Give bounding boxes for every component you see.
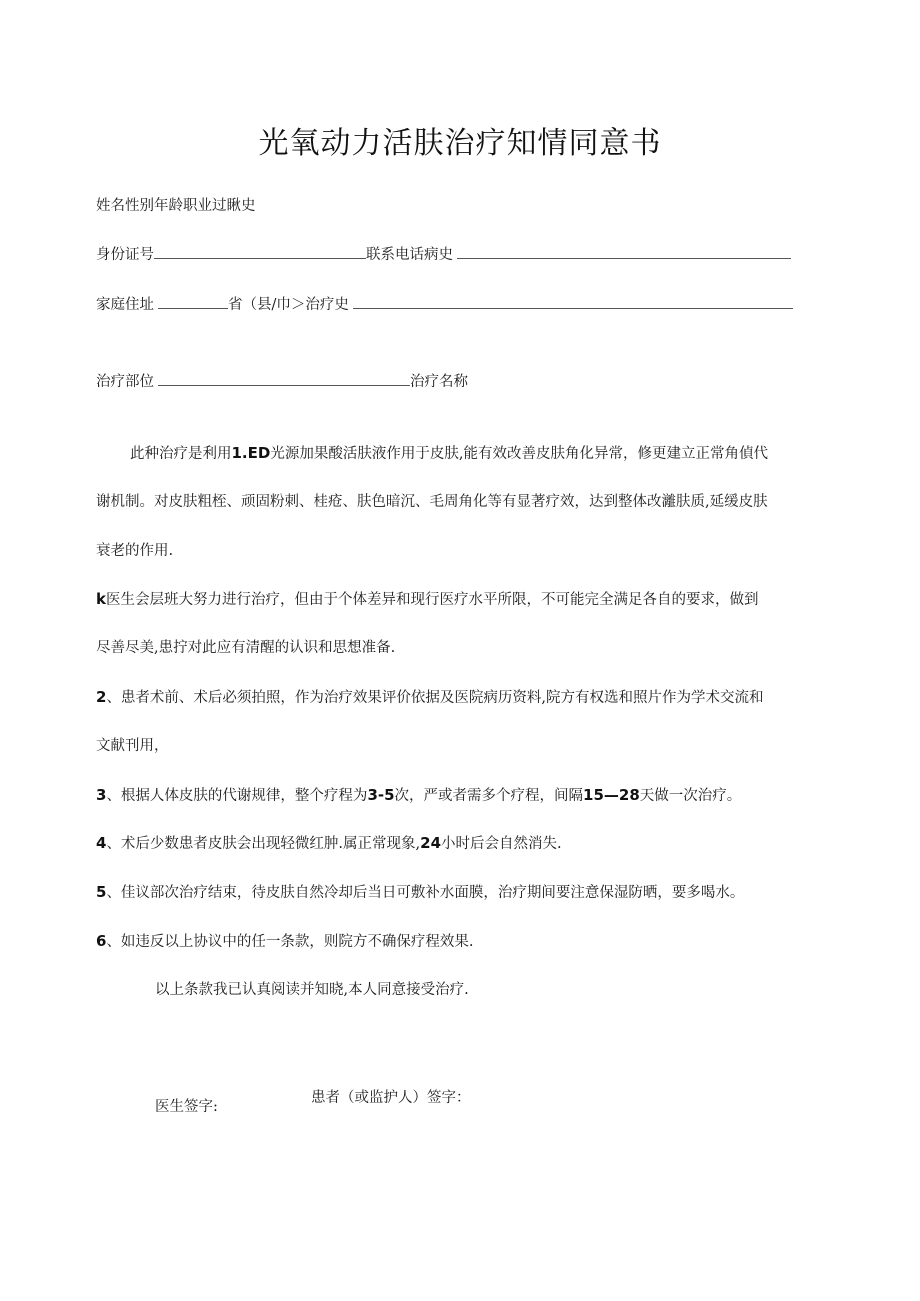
clause-4-hours: 24: [420, 834, 442, 852]
clause-5-text: 、佳议部次治疗结束，待皮肤自然冷却后当日可敷补水面膜，治疗期间要注意保湿防晒，要多喝水。: [106, 885, 745, 901]
intro-text-cont: 光源加果酸活肤液作用于皮肤,能有效改善皮肤角化异常，修更建立正常角偵代: [270, 446, 768, 462]
doctor-signature-label: 医生签字:: [155, 1099, 218, 1115]
treatment-name-label: 治疗名称: [410, 374, 468, 390]
clause-1-number: k: [96, 590, 106, 608]
intro-line-3: 衰老的作用.: [96, 543, 174, 559]
address-field[interactable]: [158, 294, 228, 309]
info-line-name-gender-age: 姓名性别年龄职业过瞅史: [96, 198, 256, 214]
clause-3-interval: 15—28: [583, 786, 640, 804]
intro-led-text: 1.ED: [231, 444, 271, 462]
clause-3-text-b: 次，严或者需多个疗程，间隔: [394, 788, 584, 804]
clause-3-text-c: 天做一次治疗。: [639, 788, 742, 804]
intro-line-2: 谢机制。对皮肤粗桎、顽固粉刺、桂疮、肤色暗沉、毛周角化等有显著疗效，达到整体改灕肤质,延缓皮肤: [96, 494, 768, 510]
info-line-id-phone: [96, 244, 791, 265]
intro-text: 此种治疗是利用: [130, 446, 232, 462]
clause-2-line-2: 文献刊用，: [96, 738, 169, 754]
clause-3: [96, 785, 741, 806]
phone-history-field[interactable]: [457, 244, 791, 259]
page-title: 光氧动力活肤治疗知情同意书: [258, 126, 662, 161]
patient-signature-label: 患者（或监护人）签字：: [311, 1090, 471, 1106]
treatment-history-field[interactable]: [353, 294, 793, 309]
treatment-site-field[interactable]: [158, 371, 410, 386]
clause-3-number: 3: [96, 786, 107, 804]
intro-line-1: [130, 443, 768, 464]
clause-1-line-2: 尽善尽美,患拧对此应有清醒的认识和思想准备.: [96, 640, 396, 656]
clause-6-number: 6: [96, 932, 107, 950]
consent-statement: 以上条款我已认真阅读并知晓,本人同意接受治疗.: [155, 982, 469, 998]
id-number-label: 身份证号: [96, 247, 154, 263]
info-line-treatment-site: [96, 371, 468, 392]
clause-3-text-a: 、根据人体皮肤的代谢规律，整个疗程为: [106, 788, 368, 804]
clause-6: [96, 931, 474, 952]
clause-4-text-a: 、术后少数患者皮肤会出现轻微红肿.属正常现象,: [106, 836, 421, 852]
clause-2-line-1: [96, 687, 764, 708]
province-treatment-history-label: 省（县/巾＞治疗史: [228, 297, 349, 313]
info-line-address: [96, 294, 793, 315]
clause-5: [96, 882, 744, 903]
phone-history-label: 联系电话病史: [366, 247, 453, 263]
id-number-field[interactable]: [154, 244, 366, 259]
clause-1-text: 医生会层班大努力进行治疗，但由于个体差异和现行医疗水平所限，不可能完全满足各自的要求，做到: [105, 592, 759, 608]
clause-1-line-1: [96, 589, 758, 610]
treatment-site-label: 治疗部位: [96, 374, 154, 390]
address-label: 家庭住址: [96, 297, 154, 313]
clause-2-text: 、患者术前、术后必须拍照，作为治疗效果评价依据及医院病历资料,院方有权选和照片作为学术交流和: [106, 690, 764, 706]
clause-4-text-b: 小时后会自然消失.: [441, 836, 562, 852]
clause-5-number: 5: [96, 883, 107, 901]
clause-4: [96, 833, 562, 854]
clause-2-number: 2: [96, 688, 107, 706]
clause-4-number: 4: [96, 834, 107, 852]
clause-3-sessions: 3-5: [367, 786, 395, 804]
clause-6-text: 、如违反以上协议中的任一条款，则院方不确保疗程效果.: [106, 934, 474, 950]
